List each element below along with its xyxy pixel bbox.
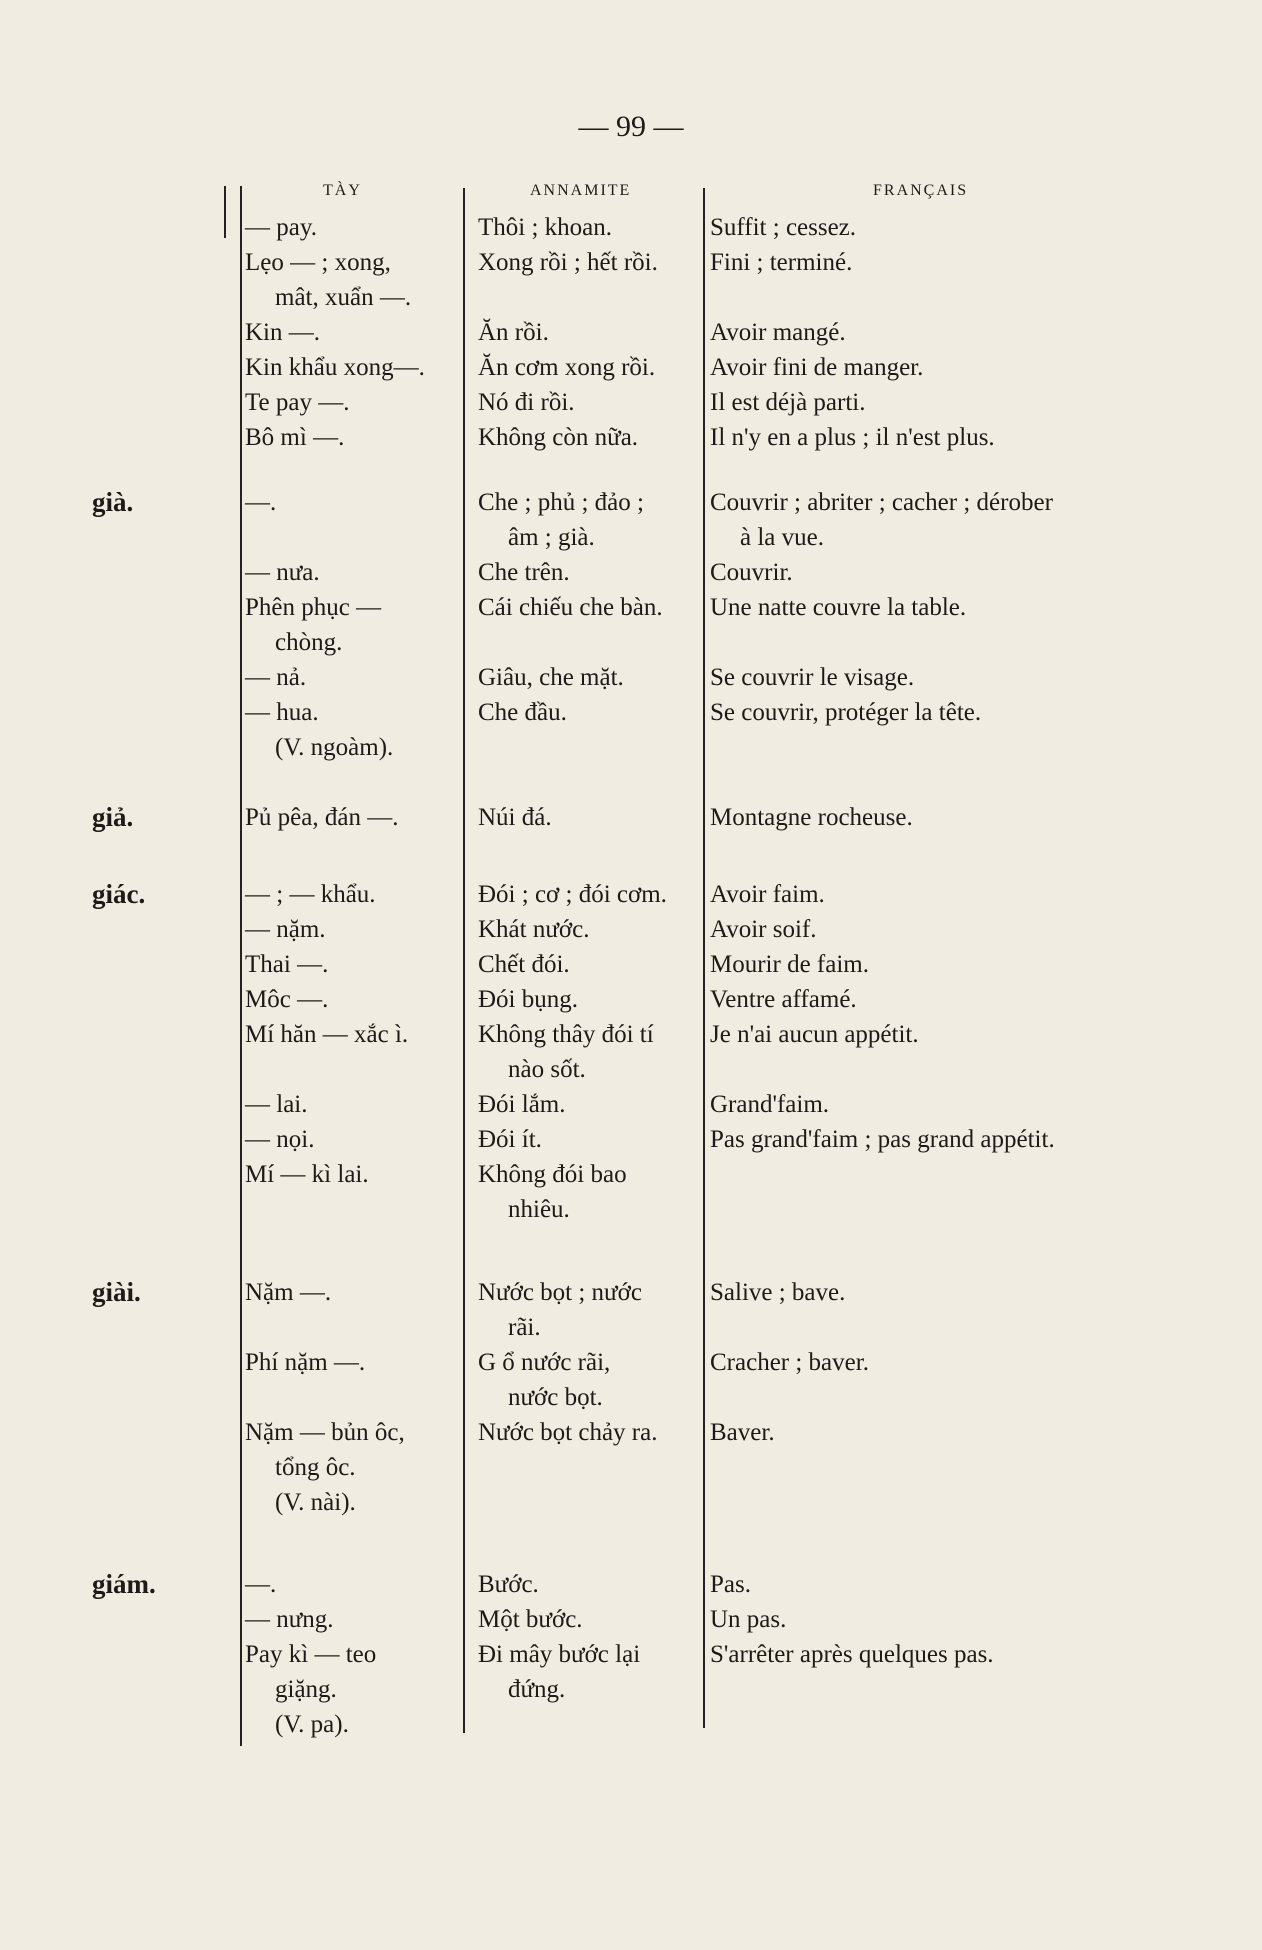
column-header-annamite: ANNAMITE [530,182,632,199]
headword: giài. [92,1277,141,1307]
tay-cell: Nặm —. Phí nặm —. Nặm — bủn ôc, tổng ôc. (V. nài). [245,1279,405,1516]
annamite-cell: Nước bọt ; nước rãi. G ổ nước rãi, nước bọt. Nước bọt chảy ra. [478,1279,658,1446]
tay-cell: — pay. Lẹo — ; xong, mât, xuẩn —. Kin —. Kin khẩu xong—. Te pay —. Bô mì —. [245,214,425,451]
headword: già. [92,487,134,517]
headword: giả. [92,802,134,832]
annamite-cell: Bước. Một bước. Đi mây bước lại đứng. [478,1571,641,1703]
francais-cell: Couvrir ; abriter ; cacher ; dérober à la vue. Couvrir. Une natte couvre la table. Se couvrir le visage. Se couvrir, protéger la tête. [710,489,1053,726]
column-rule-middle [463,188,465,1733]
francais-cell: Salive ; bave. Cracher ; baver. Baver. [710,1279,869,1446]
annamite-cell: Đói ; cơ ; đói cơm. Khát nước. Chết đói. Đói bụng. Không thây đói tí nào sốt. Đói lắm. Đói ít. Không đói bao nhiêu. [478,881,667,1223]
tay-cell: —. — nưng. Pay kì — teo giặng. (V. pa). [245,1571,377,1738]
column-rule-right [703,188,705,1728]
tay-cell: — ; — khẩu. — nặm. Thai —. Môc —. Mí hăn — xắc ì. — lai. — nọi. Mí — kì lai. [245,881,409,1188]
column-rule-left [240,186,242,1746]
annamite-cell: Che ; phủ ; đảo ; âm ; già. Che trên. Cái chiếu che bàn. Giâu, che mặt. Che đầu. [478,489,663,726]
column-rule-top [224,186,226,238]
page-number: — 99 — [578,110,684,143]
annamite-cell: Thôi ; khoan. Xong rồi ; hết rồi. Ăn rồi. Ăn cơm xong rồi. Nó đi rồi. Không còn nữa. [478,214,658,451]
annamite-cell: Núi đá. [478,804,552,831]
headword: giám. [92,1569,156,1599]
francais-cell: Montagne rocheuse. [710,804,913,831]
column-header-tay: TÀY [323,182,362,199]
francais-cell: Pas. Un pas. S'arrêter après quelques pas. [710,1571,994,1668]
tay-cell: —. — nưa. Phên phục — chòng. — nả. — hua. (V. ngoàm). [245,489,394,761]
tay-cell: Pủ pêa, đán —. [245,804,399,831]
francais-cell: Suffit ; cessez. Fini ; terminé. Avoir mangé. Avoir fini de manger. Il est déjà parti. Il n'y en a plus ; il n'est plus. [710,214,995,451]
francais-cell: Avoir faim. Avoir soif. Mourir de faim. Ventre affamé. Je n'ai aucun appétit. Grand'faim. Pas grand'faim ; pas grand appétit. [710,881,1055,1153]
column-header-francais: FRANÇAIS [873,182,969,199]
headword: giác. [92,879,146,909]
